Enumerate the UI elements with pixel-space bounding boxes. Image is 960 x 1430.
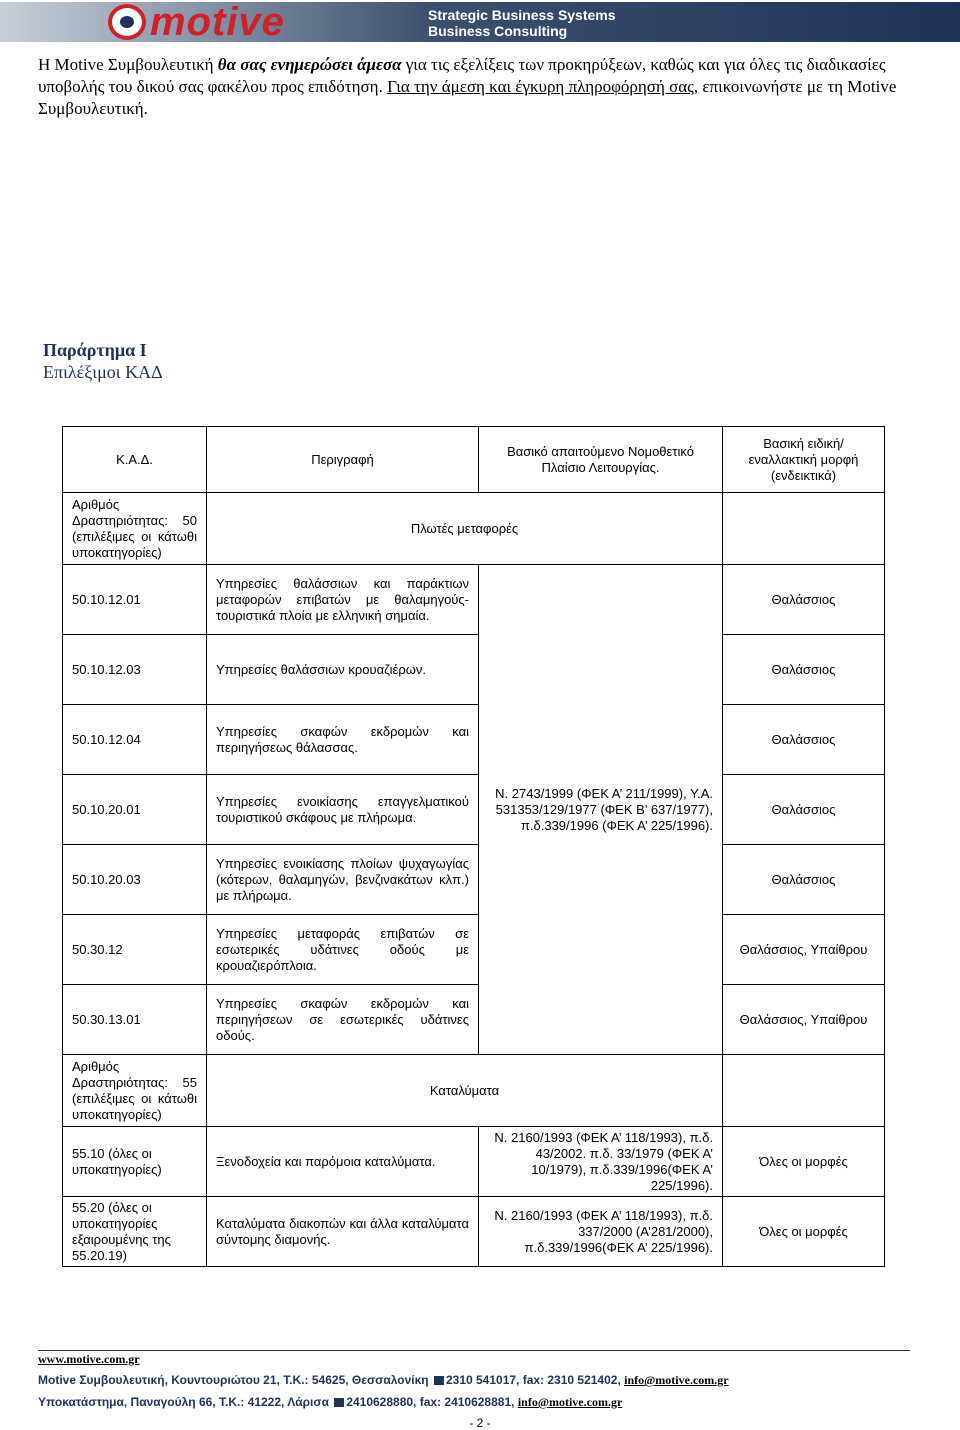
logo-text: motive	[150, 0, 285, 44]
intro-text-1: Η Motive Συμβουλευτική	[38, 55, 218, 74]
kad-code: 50.10.12.01	[63, 565, 207, 635]
kad-description: Υπηρεσίες σκαφών εκδρομών και περιηγήσεων σε εσωτερικές υδάτινες οδούς.	[207, 985, 479, 1055]
phone-icon	[434, 1376, 444, 1385]
footer-address-thessaloniki	[38, 1373, 729, 1388]
kad-description: Υπηρεσίες σκαφών εκδρομών και περιηγήσεως θάλασσας.	[207, 705, 479, 775]
header-form: Βασική ειδική/εναλλακτική μορφή (ενδεικτικά)	[723, 427, 885, 493]
kad-description: Ξενοδοχεία και παρόμοια καταλύματα.	[207, 1127, 479, 1197]
kad-form: Όλες οι μορφές	[723, 1127, 885, 1197]
footer-email-link[interactable]: info@motive.com.gr	[624, 1373, 729, 1387]
section-row-50	[63, 493, 885, 565]
kad-description: Υπηρεσίες μεταφοράς επιβατών σε εσωτερικές υδάτινες οδούς με κρουαζιερόπλοια.	[207, 915, 479, 985]
header-banner	[0, 0, 960, 44]
kad-code: 55.10 (όλες οι υποκατηγορίες)	[63, 1127, 207, 1197]
table-row	[63, 565, 885, 635]
kad-form: Θαλάσσιος	[723, 775, 885, 845]
table-row	[63, 775, 885, 845]
kad-description: Υπηρεσίες ενοικίασης πλοίων ψυχαγωγίας (κότερων, θαλαμηγών, βενζινακάτων κλπ.) με πλήρωμα.	[207, 845, 479, 915]
kad-form: Θαλάσσιος, Υπαίθρου	[723, 985, 885, 1055]
tagline	[428, 7, 616, 39]
kad-form: Θαλάσσιος	[723, 635, 885, 705]
footer-address-1: Motive Συμβουλευτική, Κουντουριώτου 21, Τ.Κ.: 54625, Θεσσαλονίκη	[38, 1373, 429, 1387]
section-title: Καταλύματα	[207, 1055, 723, 1127]
footer-website-link[interactable]: www.motive.com.gr	[38, 1352, 140, 1366]
kad-framework: Ν. 2160/1993 (ΦΕΚ Α’ 118/1993), π.δ. 43/2002. π.δ. 33/1979 (ΦΕΚ Α’ 10/1979), π.δ.339/1996(ΦΕΚ Α’ 225/1996).	[479, 1127, 723, 1197]
kad-code: 50.10.12.04	[63, 705, 207, 775]
footer-phone-2: 2410628880, fax: 2410628881,	[346, 1395, 515, 1409]
footer-phone-1: 2310 541017, fax: 2310 521402,	[445, 1373, 621, 1387]
footer-divider	[38, 1350, 910, 1351]
section-label: Αριθμός Δραστηριότητας: 50 (επιλέξιμες οι κάτωθι υποκατηγορίες)	[63, 493, 207, 565]
footer-address-larisa	[38, 1395, 622, 1410]
header-description: Περιγραφή	[207, 427, 479, 493]
section-label: Αριθμός Δραστηριότητας: 55 (επιλέξιμες οι κάτωθι υποκατηγορίες)	[63, 1055, 207, 1127]
section-empty-cell	[723, 493, 885, 565]
kad-code: 50.30.12	[63, 915, 207, 985]
phone-icon	[334, 1398, 344, 1407]
kad-form: Θαλάσσιος	[723, 845, 885, 915]
kad-table	[62, 426, 885, 1267]
table-row	[63, 915, 885, 985]
page-number: - 2 -	[469, 1416, 491, 1430]
footer-email-link[interactable]: info@motive.com.gr	[517, 1395, 623, 1409]
kad-form: Θαλάσσιος, Υπαίθρου	[723, 915, 885, 985]
header-kad: Κ.Α.Δ.	[63, 427, 207, 493]
kad-description: Καταλύματα διακοπών και άλλα καταλύματα σύντομης διαμονής.	[207, 1197, 479, 1267]
header-framework: Βασικό απαιτούμενο Νομοθετικό Πλαίσιο Λειτουργίας.	[479, 427, 723, 493]
kad-code: 50.10.20.03	[63, 845, 207, 915]
kad-code: 50.10.20.01	[63, 775, 207, 845]
annex-title: Παράρτημα Ι	[43, 340, 147, 360]
table-row	[63, 1127, 885, 1197]
kad-description: Υπηρεσίες θαλάσσιων κρουαζιέρων.	[207, 635, 479, 705]
intro-bold-text: θα σας ενημερώσει άμεσα	[217, 55, 402, 74]
tagline-line1: Strategic Business Systems	[428, 7, 616, 23]
kad-form: Θαλάσσιος	[723, 705, 885, 775]
section-empty-cell	[723, 1055, 885, 1127]
table-header-row	[63, 427, 885, 493]
kad-framework: Ν. 2743/1999 (ΦΕΚ Α’ 211/1999), Υ.Α. 531353/129/1977 (ΦΕΚ Β’ 637/1977), π.δ.339/1996 (ΦΕΚ Α’ 225/1996).	[479, 565, 723, 1055]
kad-code: 50.10.12.03	[63, 635, 207, 705]
kad-code: 50.30.13.01	[63, 985, 207, 1055]
kad-form: Θαλάσσιος	[723, 565, 885, 635]
table-row	[63, 845, 885, 915]
intro-paragraph	[38, 54, 918, 120]
intro-underlined-text: Για την άμεση και έγκυρη πληροφόρησή σας,	[387, 77, 699, 96]
kad-description: Υπηρεσίες θαλάσσιων και παράκτιων μεταφορών επιβατών με θαλαμηγούς-τουριστικά πλοία με ελληνική σημαία.	[207, 565, 479, 635]
annex-subtitle: Επιλέξιμοι ΚΑΔ	[43, 362, 163, 382]
footer-address-2: Υποκατάστημα, Παναγούλη 66, Τ.Κ.: 41222, Λάρισα	[38, 1395, 329, 1409]
kad-code: 55.20 (όλες οι υποκατηγορίες εξαιρουμένης της 55.20.19)	[63, 1197, 207, 1267]
table-row	[63, 1197, 885, 1267]
intro-text-2: για τις εξελίξεις των προκηρύξεων, καθώς και για όλες τις διαδικασίες υποβολής του δικού σας φακέλου προς επιδότηση.	[38, 55, 886, 96]
intro-text-3: επικοινωνήστε με τη Motive Συμβουλευτική.	[38, 77, 897, 118]
kad-description: Υπηρεσίες ενοικίασης επαγγελματικού τουριστικού σκάφους με πλήρωμα.	[207, 775, 479, 845]
tagline-line2: Business Consulting	[428, 23, 568, 39]
kad-framework: Ν. 2160/1993 (ΦΕΚ Α’ 118/1993), π.δ. 337/2000 (Α’281/2000), π.δ.339/1996(ΦΕΚ Α’ 225/1996).	[479, 1197, 723, 1267]
section-row-55	[63, 1055, 885, 1127]
table-row	[63, 635, 885, 705]
section-title: Πλωτές μεταφορές	[207, 493, 723, 565]
kad-form: Όλες οι μορφές	[723, 1197, 885, 1267]
table-row	[63, 985, 885, 1055]
table-row	[63, 705, 885, 775]
motive-logo-icon	[108, 4, 146, 40]
